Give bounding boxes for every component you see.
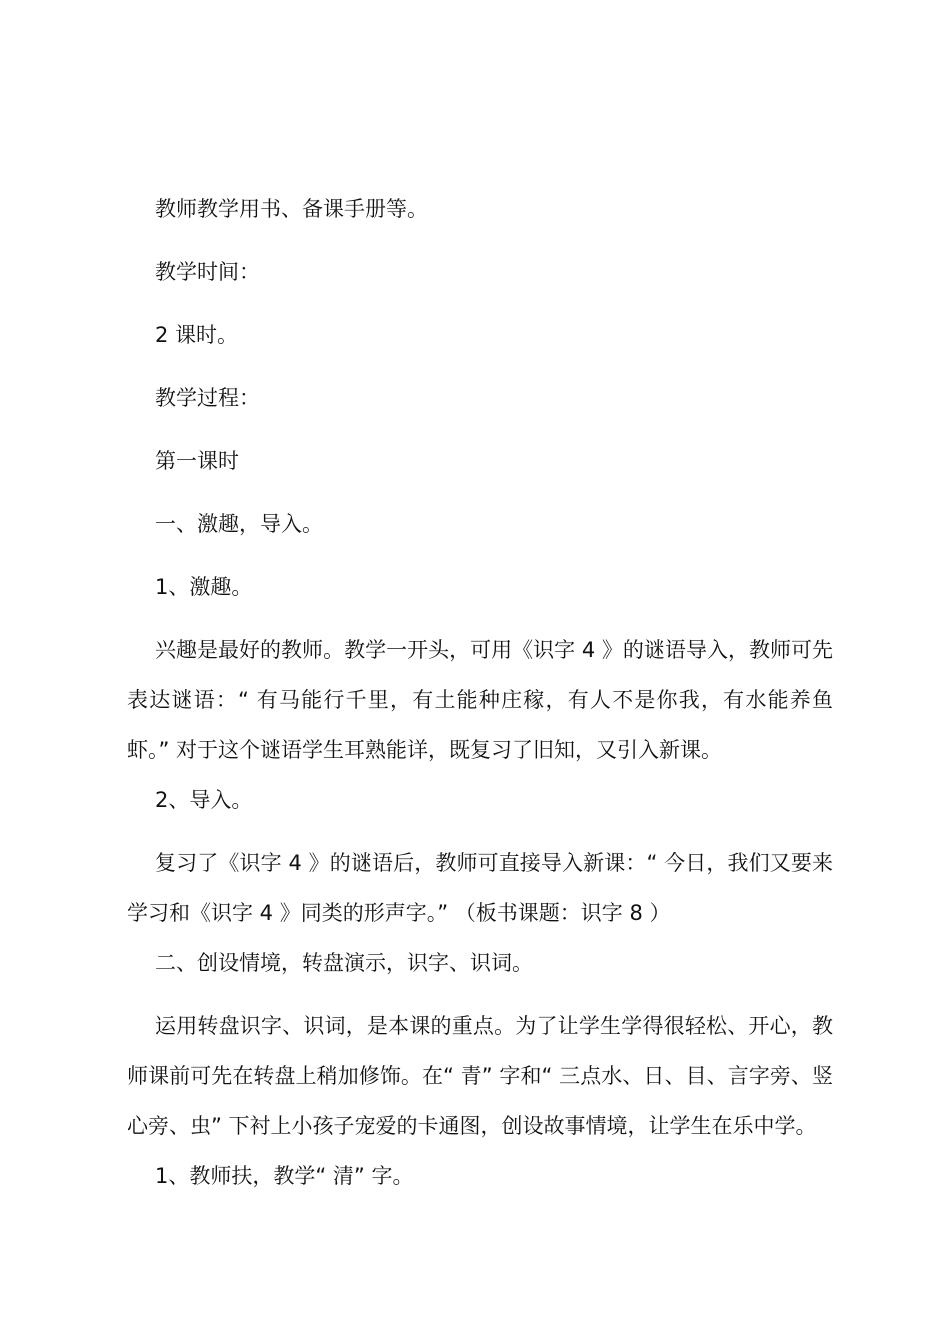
paragraph-first-lesson: 第一课时 <box>155 449 239 473</box>
paragraph-step-1-qing: 1、教师扶，教学“ 清” 字。 <box>155 1164 414 1188</box>
paragraph-turntable-body: 运用转盘识字、识词，是本课的重点。为了让学生学得很轻松、开心，教师课前可先在转盘上稍加修饰。在“ 青” 字和“ 三点水、日、目、言字旁、竖心旁、虫” 下衬上小孩子宠爱的卡通图，创设故事情境，让学生在乐中学。 <box>127 1014 833 1138</box>
paragraph-interest-body: 兴趣是最好的教师。教学一开头，可用《识字 4 》的谜语导入，教师可先表达谜语：“ 有马能行千里，有土能种庄稼，有人不是你我，有水能养鱼虾。” 对于这个谜语学生耳熟能详，既复习了旧知，又引入新课。 <box>127 638 833 762</box>
paragraph-teaching-time-heading: 教学时间： <box>155 260 260 284</box>
paragraph-teaching-process-heading: 教学过程： <box>155 386 260 410</box>
paragraph-teaching-time-value: 2 课时。 <box>155 323 239 347</box>
paragraph-step-2-intro: 2、导入。 <box>155 788 253 812</box>
paragraph-step-1-interest: 1、激趣。 <box>155 575 253 599</box>
paragraph-materials: 教师教学用书、备课手册等。 <box>155 197 428 221</box>
paragraph-intro-body: 复习了《识字 4 》的谜语后，教师可直接导入新课：“ 今日，我们又要来学习和《识字 4 》同类的形声字。” （板书课题：识字 8 ） <box>127 851 833 925</box>
paragraph-section-two: 二、创设情境，转盘演示，识字、识词。 <box>155 951 533 975</box>
paragraph-section-one: 一、激趣，导入。 <box>155 512 323 536</box>
document-body <box>127 184 833 1214</box>
